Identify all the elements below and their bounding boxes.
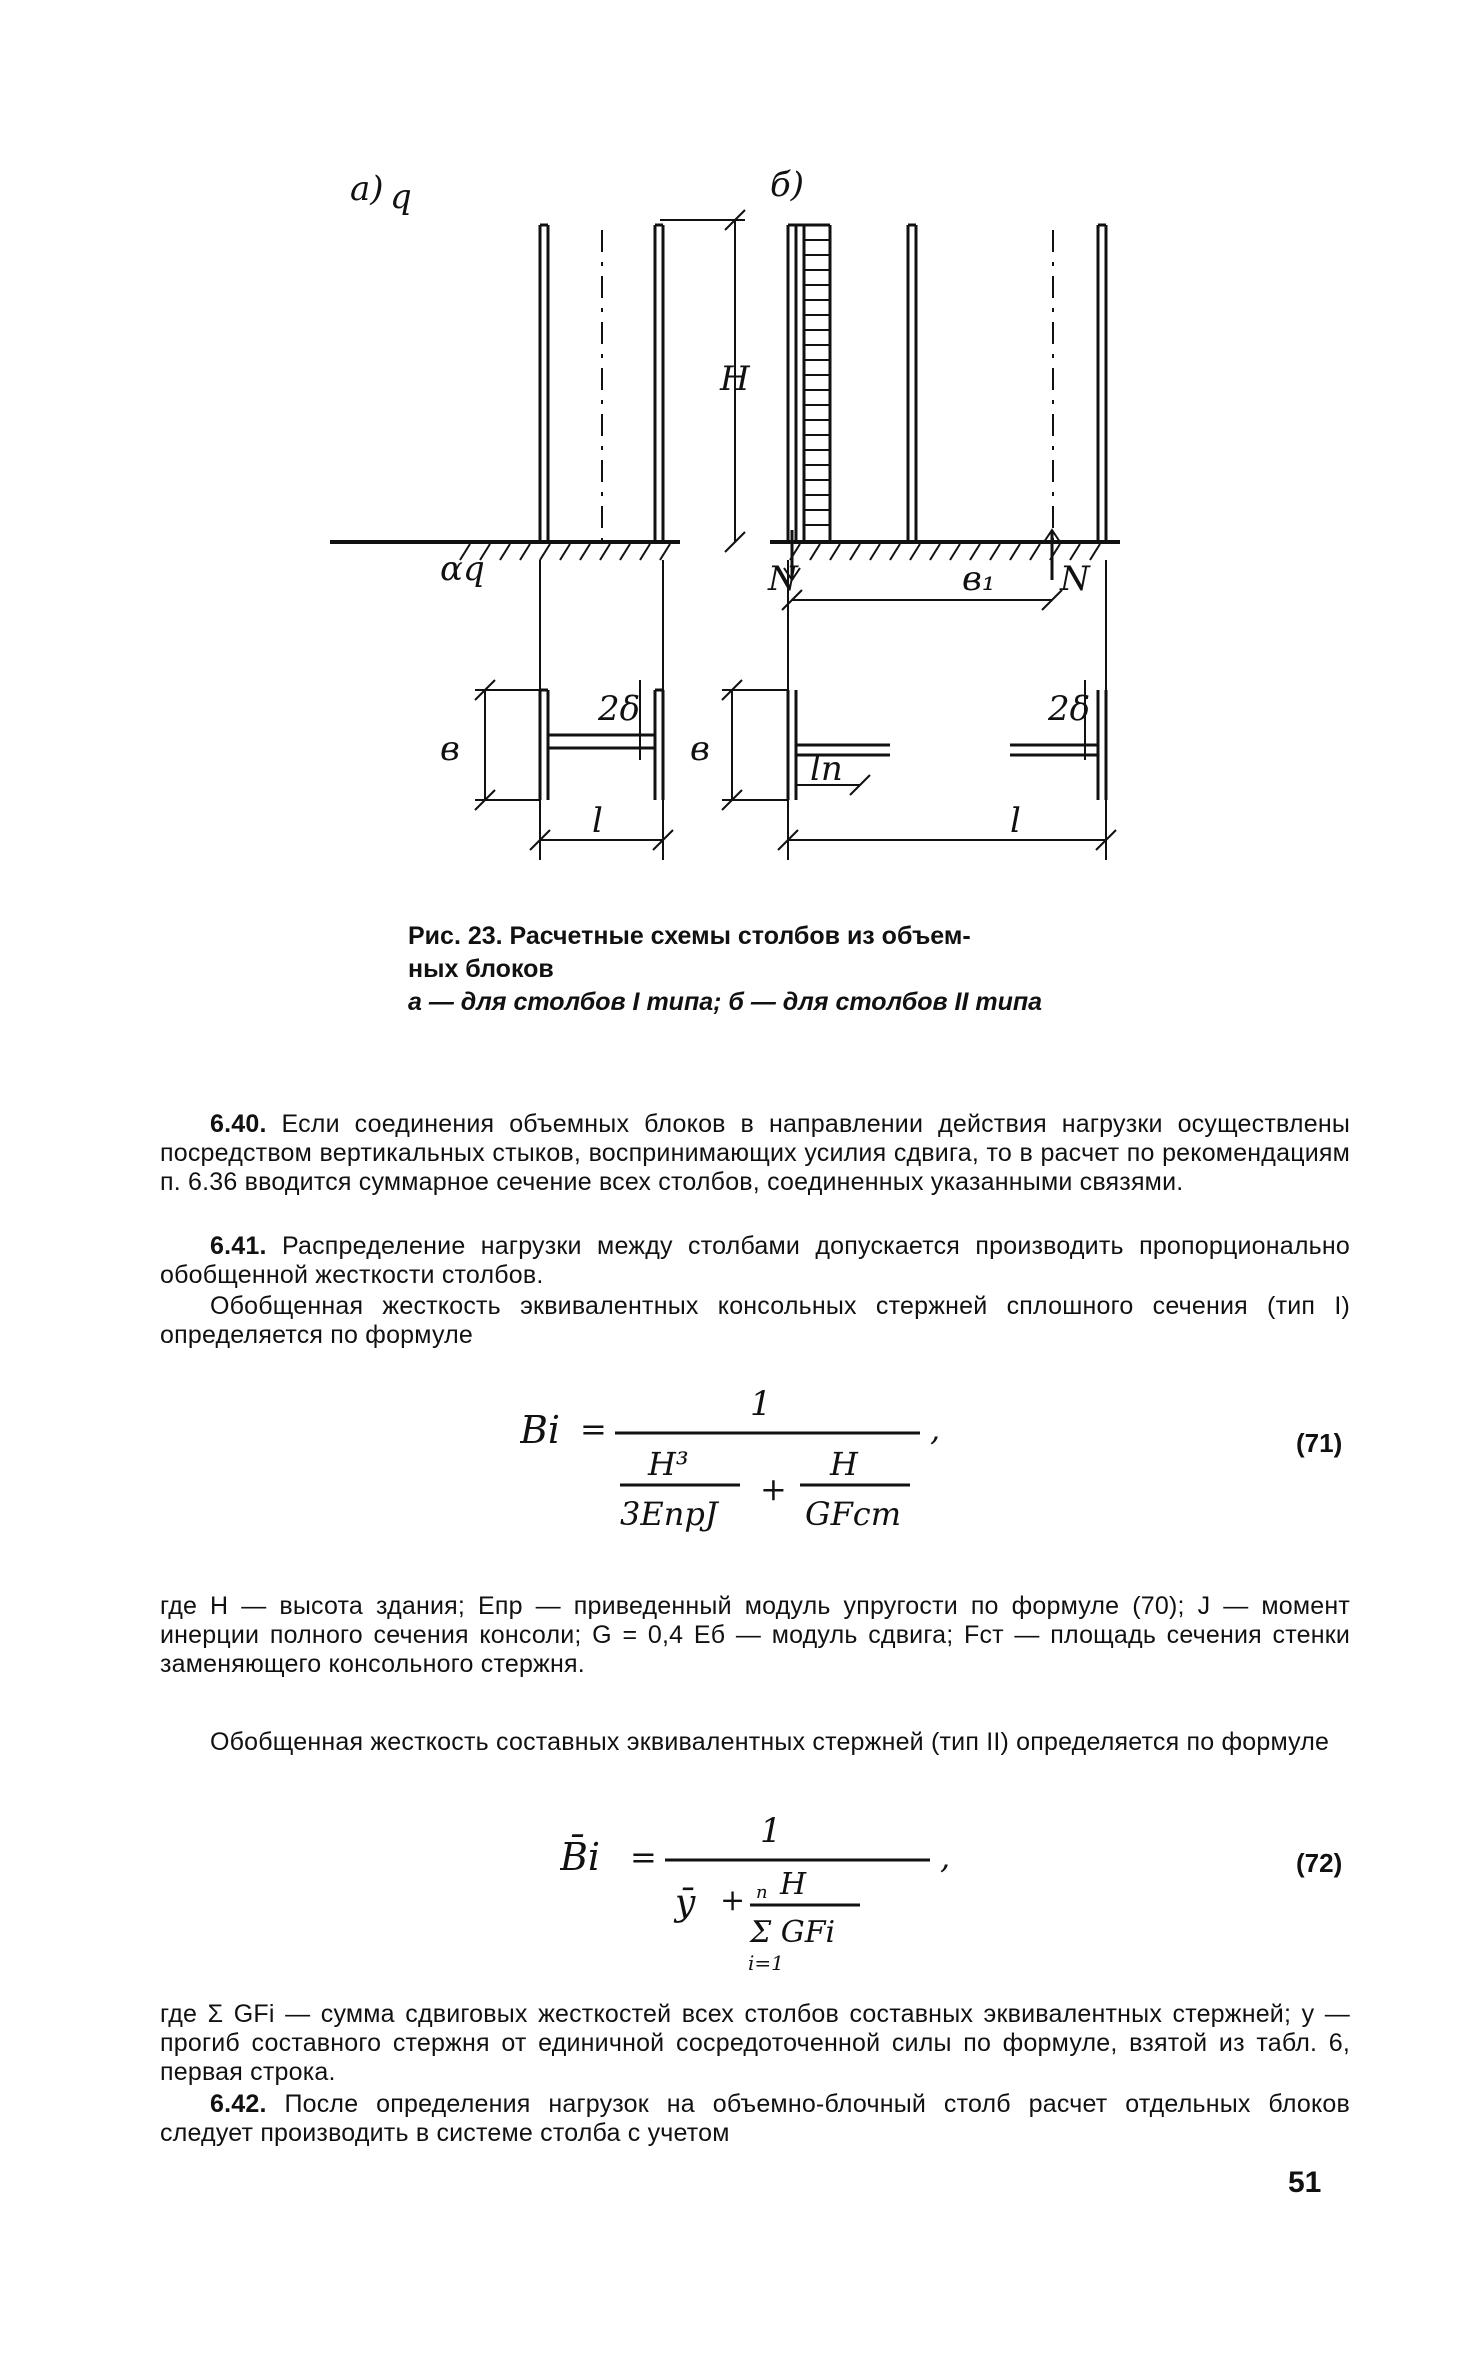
- formula72-comma: ,: [940, 1838, 951, 1876]
- label-2delta-b: 2δ: [1048, 689, 1091, 729]
- formula72-lhs: B̄i: [560, 1835, 601, 1879]
- paragraph-general-stiffness-1: Обобщенная жесткость эквивалентных консольных стержней сплошного сечения (тип I) определяется по формуле: [160, 1292, 1350, 1349]
- figure-drawing: [330, 160, 1160, 860]
- paragraph-text: Если соединения объемных блоков в направлении действия нагрузки осуществлены посредством вертикальных стыков, воспринимающих усилия сдвига, то в расчет по рекомендациям п. 6.36 вводится суммарное сечение всех столбов, соединенных указанными связями.: [160, 1110, 1350, 1196]
- paragraph-text: Распределение нагрузки между столбами допускается производить пропорционально обобщенной жесткости столбов.: [160, 1232, 1350, 1289]
- formula72-numerator: 1: [760, 1811, 782, 1851]
- paragraph-where-72: где Σ GFi — сумма сдвиговых жесткостей всех столбов составных эквивалентных стержней; y — прогиб составного стержня от единичной сосредоточенной силы по формуле, взятой из табл. 6, первая строка.: [160, 2000, 1350, 2086]
- label-aq: αq: [440, 549, 485, 589]
- formula72-eq: =: [630, 1838, 657, 1876]
- label-l-b: l: [1010, 801, 1021, 841]
- formula71-eq: =: [580, 1410, 607, 1448]
- paragraph-general-stiffness-2: Обобщенная жесткость составных эквивалентных стержней (тип II) определяется по формуле: [210, 1728, 1330, 1756]
- caption-title-1: Рис. 23. Расчетные схемы столбов из объем-: [408, 922, 971, 950]
- label-b-b: в: [690, 729, 710, 769]
- formula-71: [520, 1385, 960, 1565]
- formula71-term2-num: H: [830, 1445, 858, 1483]
- label-a: а): [350, 169, 384, 209]
- formula71-term1-num: H³: [648, 1445, 689, 1483]
- caption-title-2: ных блоков: [408, 955, 554, 983]
- label-ln: lп: [810, 749, 843, 789]
- formula71-comma: ,: [930, 1410, 941, 1448]
- label-l-a: l: [592, 801, 603, 841]
- formula72-sum: Σ GFi: [750, 1915, 836, 1950]
- formula72-sum-bottom: i=1: [748, 1951, 784, 1975]
- paragraph-number: 6.40.: [210, 1110, 267, 1138]
- equation-number-71: (71): [1296, 1428, 1343, 1458]
- label-2delta-a: 2δ: [598, 689, 641, 729]
- figure-23: [330, 160, 1160, 860]
- caption-subtitle: а — для столбов I типа; б — для столбов II типа: [408, 988, 1043, 1016]
- formula71-plus: +: [760, 1470, 787, 1508]
- label-q: q: [390, 177, 412, 217]
- label-H: H: [720, 359, 750, 399]
- equation-number-72: (72): [1296, 1848, 1343, 1878]
- paragraph-text: После определения нагрузок на объемно-блочный столб расчет отдельных блоков следует производить в системе столба с учетом: [160, 2090, 1350, 2147]
- formula72-h: H: [780, 1867, 807, 1902]
- paragraph-6-41: [160, 1232, 1350, 1290]
- label-N-left: N: [768, 559, 798, 599]
- formula72-ybar: ȳ: [675, 1883, 696, 1924]
- label-N-right: N: [1060, 559, 1090, 599]
- label-b-a: в: [440, 729, 460, 769]
- formula-72: [560, 1810, 980, 1990]
- paragraph-where-71: где H — высота здания; Eпр — приведенный модуль упругости по формуле (70); J — момент инерции полного сечения консоли; G = 0,4 Eб — модуль сдвига; Fст — площадь сечения стенки заменяющего консольного стержня.: [160, 1592, 1350, 1678]
- label-b1: в₁: [962, 559, 996, 599]
- formula71-lhs: Bi: [520, 1408, 561, 1452]
- paragraph-number: 6.41.: [210, 1232, 267, 1260]
- formula72-plus: +: [720, 1883, 746, 1918]
- label-b: б): [770, 165, 805, 205]
- paragraph-number: 6.42.: [210, 2090, 267, 2118]
- formula71-term2-den: GFст: [805, 1495, 902, 1533]
- formula71-term1-den: 3EпрJ: [620, 1495, 718, 1533]
- formula71-numerator: 1: [750, 1385, 772, 1424]
- figure-caption: [408, 920, 1168, 1019]
- page-number: 51: [1288, 2166, 1322, 2199]
- paragraph-6-42: [160, 2090, 1350, 2148]
- formula72-sum-top: n: [756, 1882, 768, 1903]
- paragraph-6-40: [160, 1110, 1350, 1197]
